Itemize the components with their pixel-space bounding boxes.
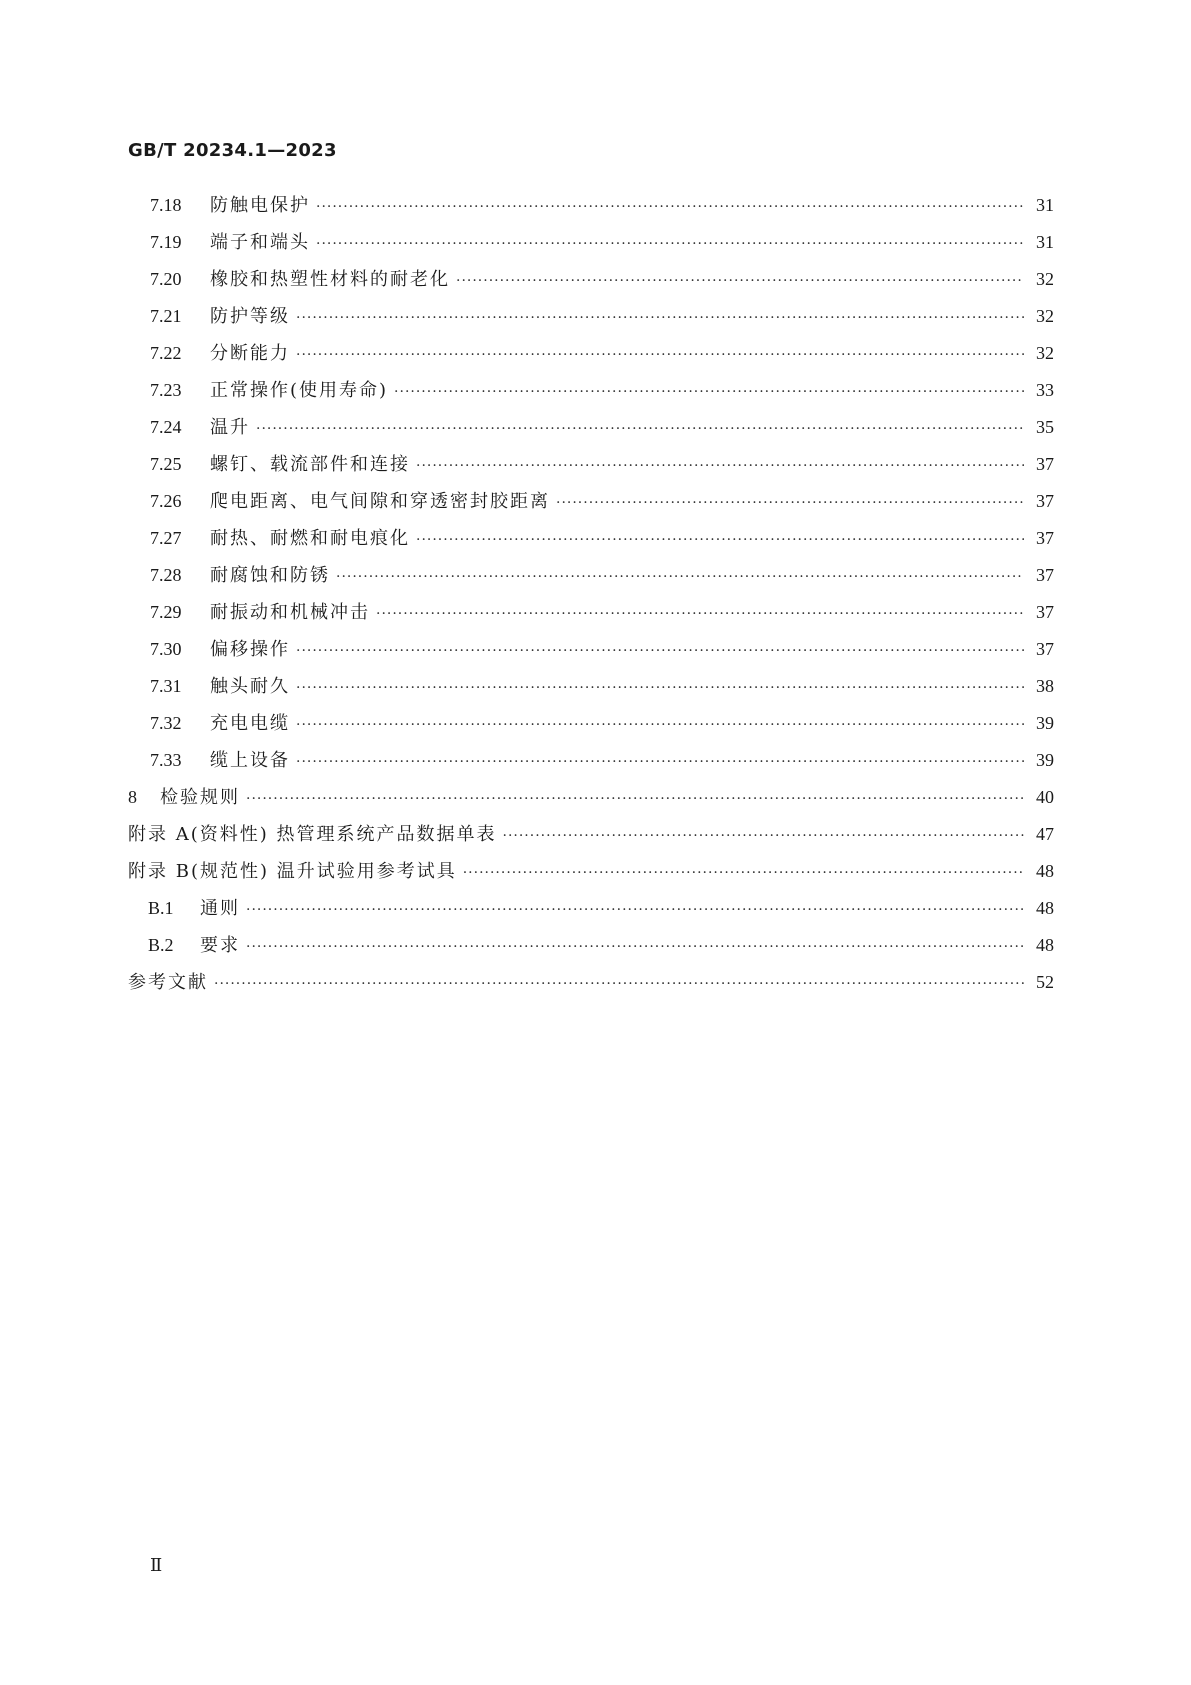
toc-entry-title: 橡胶和热塑性材料的耐老化 [210, 269, 450, 290]
toc-entry-page: 37 [1036, 602, 1054, 622]
toc-entry-page: 37 [1036, 639, 1054, 659]
toc-entry-page: 37 [1036, 565, 1054, 585]
toc-entry[interactable] [128, 820, 1054, 857]
toc-entry-number: B.1 [148, 898, 174, 918]
toc-entry[interactable] [128, 561, 1054, 598]
toc-entry-page: 33 [1036, 380, 1054, 400]
toc-entry-title: 通则 [200, 898, 240, 919]
toc-entry-page: 35 [1036, 417, 1054, 437]
toc-entry-page: 47 [1036, 824, 1054, 844]
toc-entry[interactable] [128, 413, 1054, 450]
standard-code: GB/T 20234.1—2023 [128, 140, 337, 161]
toc-entry-number: 7.27 [150, 528, 182, 548]
toc-entry[interactable] [128, 487, 1054, 524]
toc-entry[interactable] [128, 376, 1054, 413]
toc-entry-page: 31 [1036, 232, 1054, 252]
toc-dot-leader [296, 310, 1024, 326]
toc-entry[interactable] [128, 857, 1054, 894]
toc-entry-page: 48 [1036, 861, 1054, 881]
toc-entry[interactable] [128, 635, 1054, 672]
toc-entry[interactable] [128, 968, 1054, 1005]
toc-entry[interactable] [128, 450, 1054, 487]
toc-entry[interactable] [128, 783, 1054, 820]
toc-entry[interactable] [128, 191, 1054, 228]
toc-entry-page: 37 [1036, 491, 1054, 511]
toc-entry-page: 32 [1036, 269, 1054, 289]
toc-dot-leader [246, 902, 1024, 918]
toc-entry[interactable] [128, 598, 1054, 635]
toc-entry-title: 缆上设备 [210, 750, 290, 771]
toc-entry-number: 7.31 [150, 676, 182, 696]
toc-entry-page: 40 [1036, 787, 1054, 807]
toc-entry-title: 耐腐蚀和防锈 [210, 565, 330, 586]
toc-entry[interactable] [128, 709, 1054, 746]
toc-entry-title: 耐振动和机械冲击 [210, 602, 370, 623]
toc-entry-title: 螺钉、载流部件和连接 [210, 454, 410, 475]
table-of-contents [128, 191, 1054, 1005]
toc-entry-title: 充电电缆 [210, 713, 290, 734]
toc-entry-title: 附录 B(规范性) 温升试验用参考试具 [128, 861, 457, 882]
toc-entry[interactable] [128, 894, 1054, 931]
toc-entry-page: 48 [1036, 898, 1054, 918]
toc-entry-number: 7.20 [150, 269, 182, 289]
toc-entry-number: 7.28 [150, 565, 182, 585]
toc-dot-leader [416, 458, 1024, 474]
toc-entry-number: 7.32 [150, 713, 182, 733]
toc-dot-leader [246, 791, 1024, 807]
toc-dot-leader [214, 976, 1024, 992]
toc-entry[interactable] [128, 672, 1054, 709]
toc-dot-leader [256, 421, 1024, 437]
toc-entry-number: 7.33 [150, 750, 182, 770]
toc-entry-number: 7.29 [150, 602, 182, 622]
toc-entry-number: 7.19 [150, 232, 182, 252]
toc-entry-number: 8 [128, 787, 137, 807]
toc-dot-leader [246, 939, 1024, 955]
toc-entry[interactable] [128, 746, 1054, 783]
toc-entry-page: 48 [1036, 935, 1054, 955]
toc-entry-title: 耐热、耐燃和耐电痕化 [210, 528, 410, 549]
toc-entry-title: 端子和端头 [210, 232, 310, 253]
toc-entry-number: 7.26 [150, 491, 182, 511]
toc-entry-number: 7.25 [150, 454, 182, 474]
toc-entry-number: 7.23 [150, 380, 182, 400]
toc-dot-leader [336, 569, 1024, 585]
toc-dot-leader [296, 754, 1024, 770]
toc-entry-page: 39 [1036, 750, 1054, 770]
toc-entry-title: 参考文献 [128, 972, 208, 993]
toc-entry[interactable] [128, 302, 1054, 339]
toc-entry[interactable] [128, 339, 1054, 376]
toc-entry-number: B.2 [148, 935, 174, 955]
page-number: Ⅱ [150, 1555, 163, 1575]
toc-entry-title: 检验规则 [160, 787, 240, 808]
toc-entry-title: 分断能力 [210, 343, 290, 364]
toc-dot-leader [316, 236, 1024, 252]
toc-entry[interactable] [128, 931, 1054, 968]
toc-entry-page: 32 [1036, 343, 1054, 363]
toc-dot-leader [463, 865, 1024, 881]
toc-entry-page: 37 [1036, 454, 1054, 474]
toc-entry-title: 防触电保护 [210, 195, 310, 216]
toc-entry-page: 32 [1036, 306, 1054, 326]
toc-dot-leader [556, 495, 1024, 511]
toc-entry-page: 31 [1036, 195, 1054, 215]
toc-dot-leader [296, 680, 1024, 696]
toc-entry-page: 52 [1036, 972, 1054, 992]
toc-dot-leader [416, 532, 1024, 548]
toc-entry-page: 39 [1036, 713, 1054, 733]
toc-entry-number: 7.21 [150, 306, 182, 326]
toc-entry[interactable] [128, 228, 1054, 265]
toc-entry[interactable] [128, 524, 1054, 561]
toc-dot-leader [376, 606, 1024, 622]
toc-entry-title: 偏移操作 [210, 639, 290, 660]
toc-entry-page: 38 [1036, 676, 1054, 696]
toc-entry[interactable] [128, 265, 1054, 302]
toc-entry-title: 正常操作(使用寿命) [210, 380, 389, 401]
toc-entry-title: 触头耐久 [210, 676, 290, 697]
toc-entry-number: 7.30 [150, 639, 182, 659]
toc-dot-leader [316, 199, 1024, 215]
toc-entry-title: 要求 [200, 935, 240, 956]
toc-dot-leader [394, 384, 1024, 400]
toc-dot-leader [503, 828, 1025, 844]
toc-dot-leader [296, 643, 1024, 659]
toc-entry-title: 防护等级 [210, 306, 290, 327]
toc-entry-title: 附录 A(资料性) 热管理系统产品数据单表 [128, 824, 497, 845]
toc-entry-number: 7.24 [150, 417, 182, 437]
toc-dot-leader [296, 717, 1024, 733]
toc-entry-title: 爬电距离、电气间隙和穿透密封胶距离 [210, 491, 550, 512]
toc-entry-number: 7.22 [150, 343, 182, 363]
toc-entry-number: 7.18 [150, 195, 182, 215]
toc-entry-title: 温升 [210, 417, 250, 438]
toc-dot-leader [296, 347, 1024, 363]
toc-dot-leader [456, 273, 1024, 289]
toc-entry-page: 37 [1036, 528, 1054, 548]
